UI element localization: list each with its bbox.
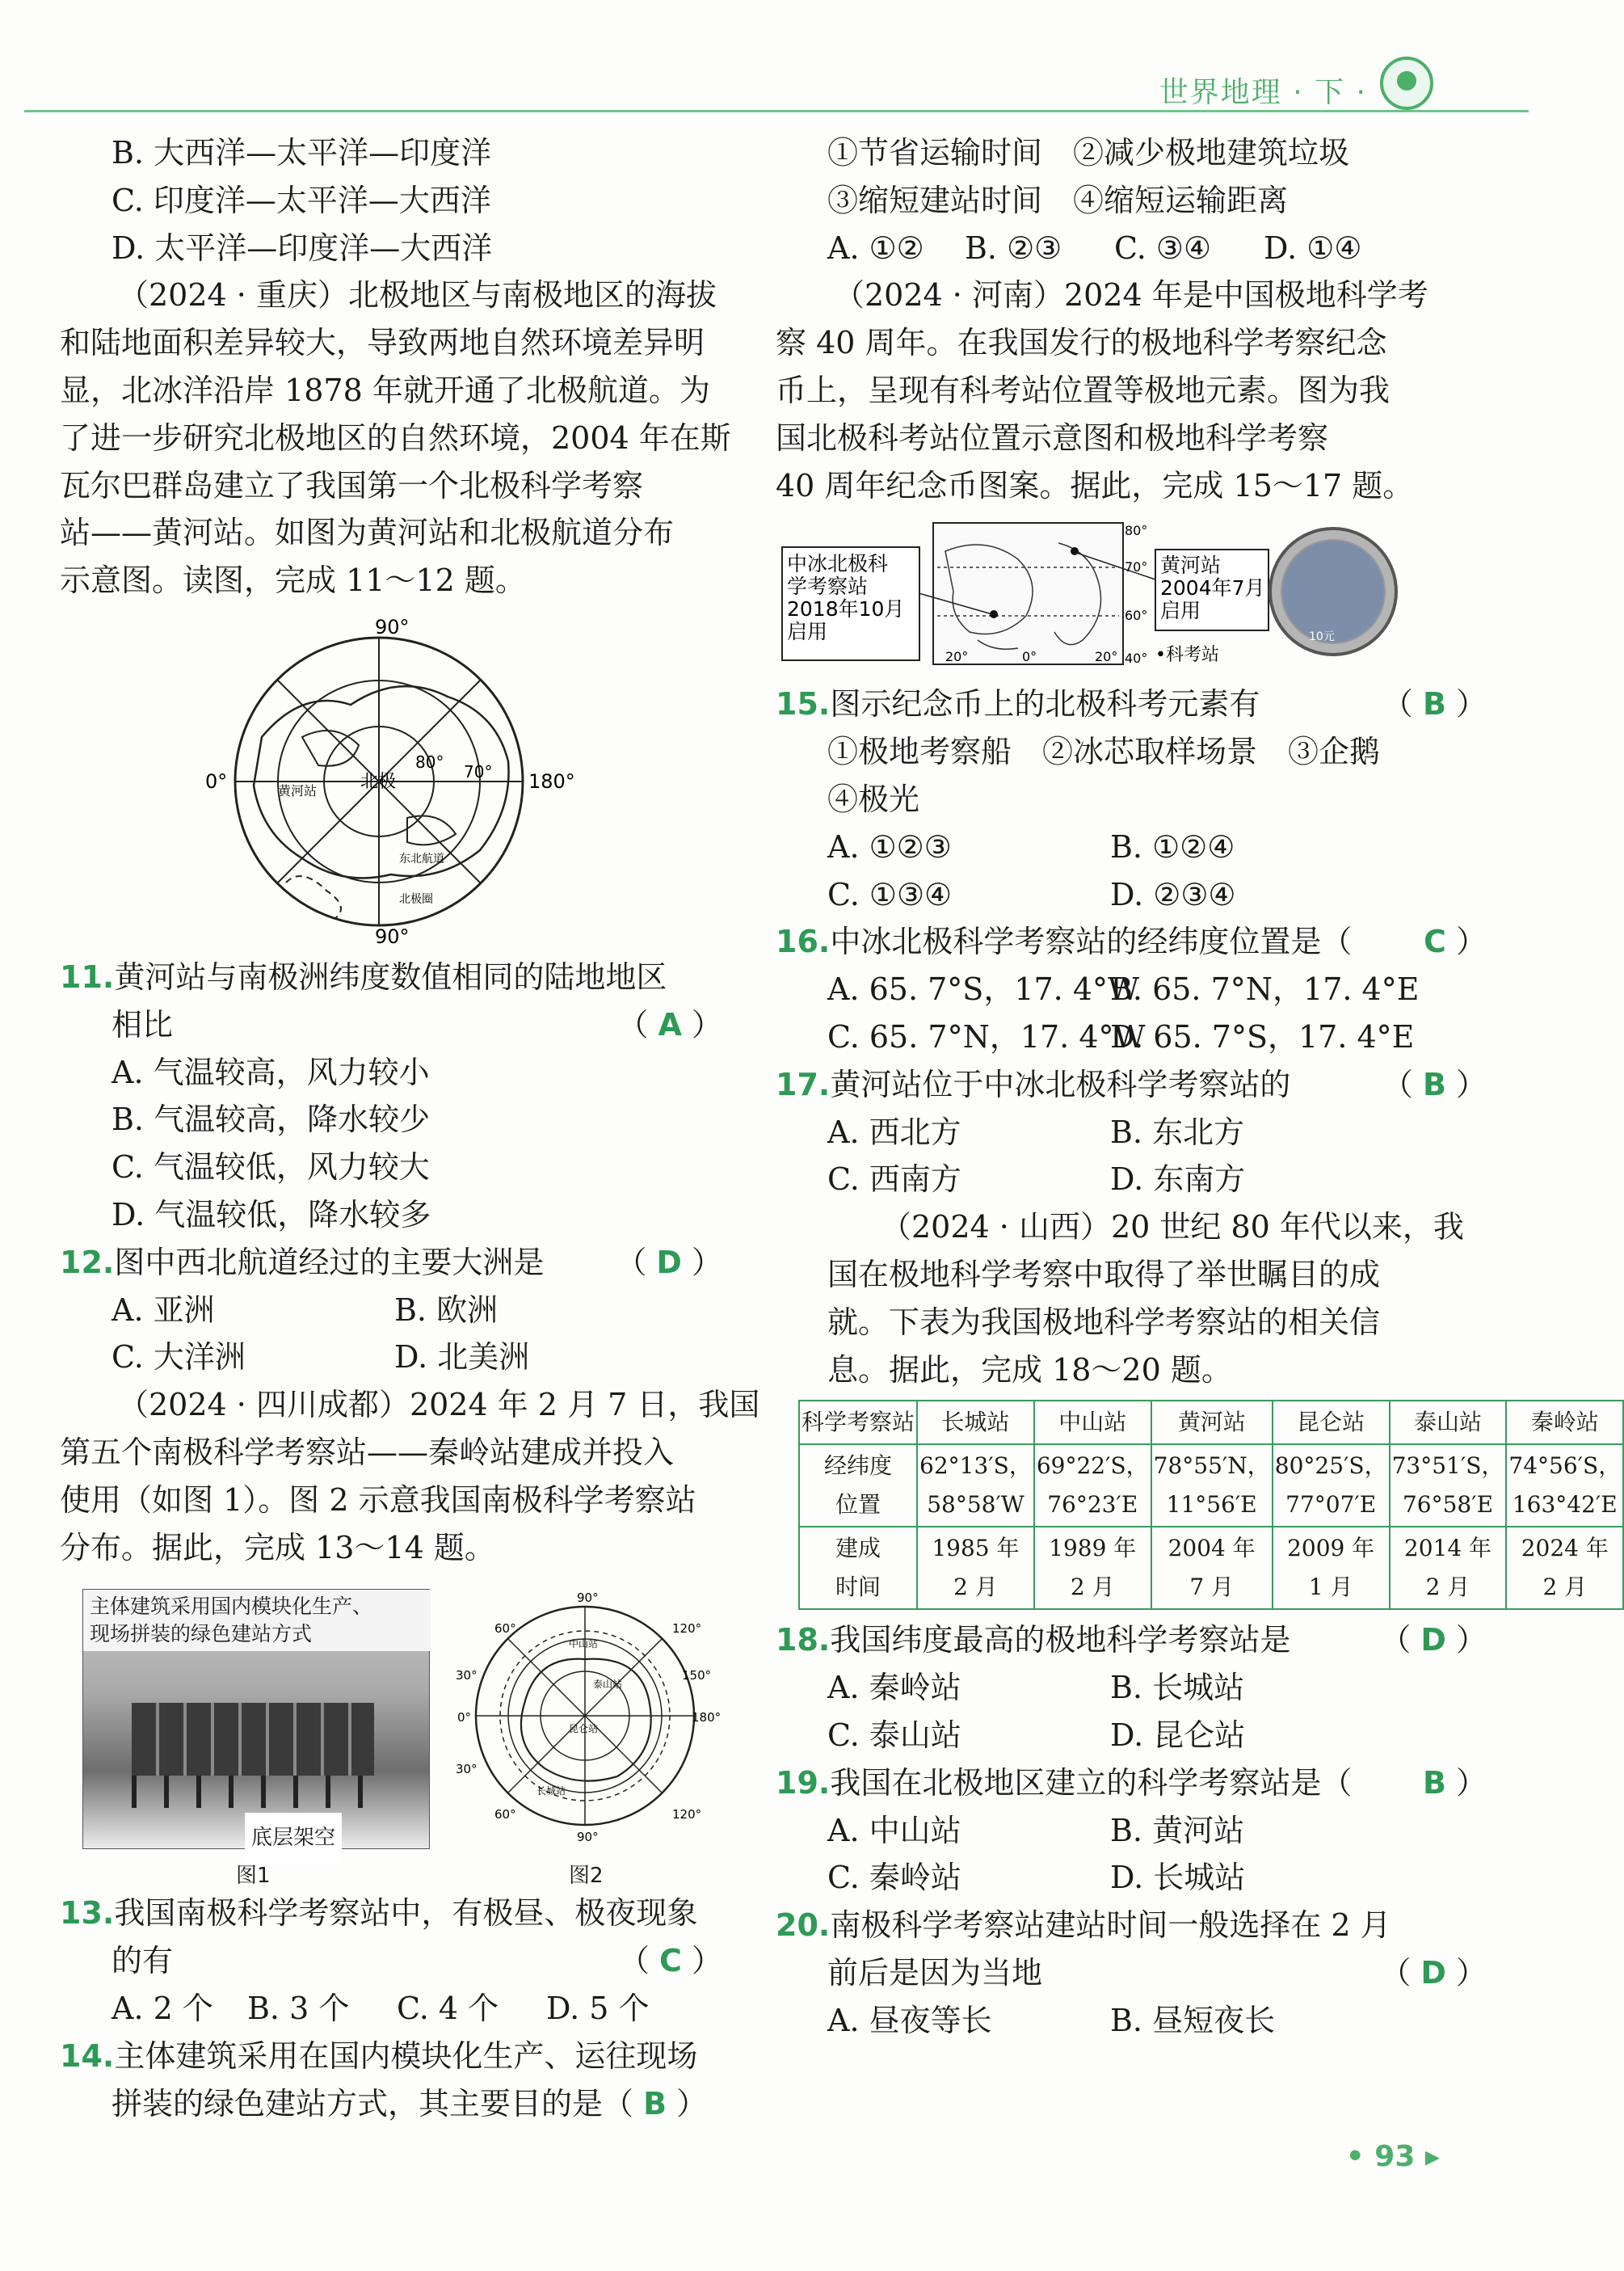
q15-number: 15. [776, 686, 831, 723]
map2-tick: 90° [577, 1830, 599, 1845]
fig2-caption: 图2 [569, 1864, 604, 1889]
intro-11-12 [60, 272, 731, 605]
table-header-cell: 长城站 [917, 1401, 1034, 1444]
q13-option: A. 2 个 [111, 1990, 213, 2026]
table-cell: 1 月 [1308, 1574, 1353, 1601]
q11-answer: A [658, 1006, 682, 1043]
table-cell: 2024 年 [1521, 1535, 1609, 1562]
intro-13-14 [60, 1381, 760, 1571]
q19-options-row [776, 1854, 1487, 1902]
q16-text: 中冰北极科学考察站的经纬度位置是（ [830, 924, 1353, 960]
box2-line: 黄河站 [1160, 554, 1222, 578]
q19-text: 我国在北极地区建立的科学考察站是（ [830, 1764, 1353, 1801]
table-cell: 80°25′S， [1274, 1452, 1387, 1480]
q10-option-c: C. 印度洋—太平洋—大西洋 [111, 182, 491, 218]
intro-line: 和陆地面积差异较大，导致两地自然环境差异明 [60, 325, 705, 361]
q14-answer: B [643, 2085, 667, 2121]
table-row [799, 1444, 1623, 1527]
intro-line: 分布。据此，完成 13～14 题。 [60, 1529, 495, 1565]
map1-route2-label: 北极圈 [399, 892, 433, 906]
table-cell: 时间 [835, 1574, 881, 1601]
q11-stem [60, 954, 722, 1001]
table-header-cell: 黄河站 [1151, 1401, 1273, 1444]
map2-tick: 20° [945, 649, 969, 665]
table-cell: 2 月 [1070, 1574, 1115, 1601]
map2-tick: 180° [692, 1710, 722, 1725]
q11-text: 黄河站与南极洲纬度数值相同的陆地地区 [114, 959, 667, 995]
table-header-cell: 泰山站 [1390, 1401, 1507, 1444]
station-photo [82, 1589, 430, 1849]
q15-stem: 15.图示纪念币上的北极科考元素有 （ B ） [776, 686, 1487, 723]
q17-option: B. 东北方 [1110, 1114, 1245, 1150]
table-cell: 1985 年 [932, 1535, 1020, 1562]
q20-stem [776, 1902, 1487, 1949]
table-row [799, 1527, 1623, 1609]
q16-options-row [776, 1013, 1487, 1061]
left-column [60, 129, 760, 2127]
q13-answer: C [659, 1943, 682, 1979]
q17-text: 黄河站位于中冰北极科学考察站的 [830, 1066, 1291, 1102]
table-cell: 76°58′E [1402, 1491, 1494, 1519]
q13-text-2: 的有 [111, 1943, 174, 1979]
photo-label: 底层架空 [245, 1813, 342, 1864]
box2-line: 2004年7月 [1160, 576, 1265, 600]
table-cell: 78°55′N， [1153, 1452, 1270, 1480]
q16-option: C. 65. 7°N，17. 4°W [827, 1018, 1146, 1055]
q15-items: ④极光 [827, 781, 920, 817]
q15-options-row [776, 824, 1487, 871]
q12-number: 12. [60, 1244, 115, 1280]
box1-line: 学考察站 [787, 575, 869, 599]
arctic-map-figure [60, 616, 722, 946]
table-cell: 2014 年 [1403, 1535, 1492, 1562]
intro-15-17 [776, 272, 1487, 509]
antarctic-figures [60, 1582, 722, 1889]
q15-option: D. ②③④ [1110, 876, 1236, 912]
fig1-caption: 图1 [236, 1864, 271, 1889]
map2-station-label: 昆仑站 [569, 1723, 599, 1735]
q13-number: 13. [60, 1895, 115, 1932]
map1-station-label: 黄河站 [278, 782, 318, 798]
intro-line: 国在极地科学考察中取得了举世瞩目的成 [827, 1256, 1381, 1292]
q16-options-row [776, 966, 1487, 1013]
q17-options-row [776, 1109, 1487, 1157]
table-row [799, 1401, 1623, 1444]
q10-option-b: B. 大西洋—太平洋—印度洋 [111, 135, 492, 171]
map2-tick: 120° [672, 1621, 702, 1637]
q18-number: 18. [776, 1622, 831, 1658]
map2-tick: 90° [577, 1591, 599, 1606]
q16-answer: C [1424, 924, 1446, 960]
map2-tick: 40° [1125, 651, 1148, 667]
arctic-map [60, 616, 722, 946]
table-cell: 1989 年 [1049, 1535, 1137, 1562]
book-logo-icon [1380, 57, 1433, 110]
table-cell: 建成 [835, 1535, 881, 1562]
q15-options-row [776, 871, 1487, 919]
map2-station-label: 中山站 [569, 1638, 599, 1650]
q16-option: A. 65. 7°S，17. 4°W [827, 971, 1140, 1008]
q15-option: C. ①③④ [827, 876, 953, 912]
q12-option: C. 大洋洲 [111, 1339, 246, 1376]
map2-legend: •科考站 [1155, 645, 1219, 666]
box1-line: 启用 [787, 620, 828, 644]
q11-option: C. 气温较低，风力较大 [111, 1149, 430, 1186]
intro-line: 了进一步研究北极地区的自然环境，2004 年在斯 [60, 419, 731, 456]
map1-lat2-label: 70° [464, 761, 493, 782]
q20-option: A. 昼夜等长 [827, 2002, 992, 2038]
q11-text-2: 相比 [111, 1006, 174, 1043]
intro-line: 息。据此，完成 18～20 题。 [827, 1351, 1232, 1388]
q13-options-row [60, 1985, 722, 2033]
q18-answer: D [1420, 1622, 1446, 1658]
map1-center-label: 北极 [360, 771, 397, 792]
table-cell: 2009 年 [1287, 1535, 1375, 1562]
map2-station-label: 泰山站 [593, 1679, 623, 1691]
q20-text: 南极科学考察站建站时间一般选择在 2 月 [830, 1907, 1391, 1944]
map1-top-label: 90° [375, 615, 410, 638]
intro-line: 察 40 周年。在我国发行的极地科学考察纪念 [776, 325, 1387, 361]
intro-18-20 [776, 1203, 1487, 1393]
map2-tick: 30° [456, 1762, 478, 1777]
q18-option: B. 长城站 [1110, 1670, 1245, 1706]
q14-stem-2: 拼装的绿色建站方式，其主要目的是（ B ） [111, 2085, 708, 2121]
q12-options-row [60, 1287, 722, 1334]
table-cell: 11°56′E [1166, 1491, 1257, 1519]
q19-option: B. 黄河站 [1110, 1812, 1245, 1848]
q19-number: 19. [776, 1764, 831, 1801]
table-header-cell: 昆仑站 [1273, 1401, 1390, 1444]
q14-text-2: 拼装的绿色建站方式，其主要目的是（ [111, 2085, 634, 2121]
q18-stem: 18.我国纬度最高的极地科学考察站是 （ D ） [776, 1622, 1487, 1658]
q17-stem: 17.黄河站位于中冰北极科学考察站的 （ B ） [776, 1066, 1487, 1102]
box1-line: 中冰北极科 [787, 552, 889, 576]
intro-line: 40 周年纪念币图案。据此，完成 15～17 题。 [776, 467, 1414, 503]
q17-option: A. 西北方 [827, 1114, 961, 1150]
page-number: • 93 ▸ [1345, 2140, 1440, 2173]
q11-option: A. 气温较高，风力较小 [111, 1054, 430, 1090]
intro-line: 币上，呈现有科考站位置等极地元素。图为我 [776, 372, 1390, 408]
table-cell: 位置 [835, 1491, 881, 1519]
map1-lat-label: 80° [415, 752, 444, 772]
antarctic-map [448, 1582, 722, 1857]
table-header-cell: 秦岭站 [1506, 1401, 1623, 1444]
intro-line: （2024 · 河南）2024 年是中国极地科学考 [834, 277, 1428, 314]
map2-tick: 60° [494, 1807, 516, 1822]
q19-option: D. 长城站 [1110, 1860, 1246, 1896]
q12-option: D. 北美洲 [394, 1339, 530, 1376]
q14-items: ①节省运输时间 ②减少极地建筑垃圾 [827, 135, 1350, 171]
q19-answer: B [1422, 1764, 1446, 1801]
stations-table [798, 1400, 1624, 1610]
q10-option-d: D. 太平洋—印度洋—大西洋 [111, 230, 493, 266]
map2-tick: 150° [682, 1668, 712, 1683]
map2-tick: 60° [494, 1621, 516, 1637]
map1-left-label: 0° [205, 769, 228, 793]
q18-option: C. 泰山站 [827, 1717, 961, 1753]
map1-bottom-label: 90° [375, 925, 410, 948]
q12-text: 图中西北航道经过的主要大洲是 [114, 1244, 545, 1280]
q17-answer: B [1422, 1066, 1446, 1102]
map2-tick: 0° [457, 1710, 472, 1725]
arctic-station-figure [776, 519, 1487, 672]
q13-option: C. 4 个 [397, 1990, 499, 2026]
table-cell: 163°42′E [1512, 1491, 1618, 1519]
table-cell: 2004 年 [1168, 1535, 1256, 1562]
q14-items: ③缩短建站时间 ④缩短运输距离 [827, 182, 1289, 218]
q12-options-row [60, 1334, 722, 1381]
intro-line: 显，北冰洋沿岸 1878 年就开通了北极航道。为 [60, 372, 710, 408]
q20-answer: D [1420, 1954, 1446, 1991]
q18-options-row [776, 1712, 1487, 1759]
table-cell: 76°23′E [1047, 1491, 1138, 1519]
table-cell: 69°22′S， [1036, 1452, 1149, 1480]
map2-station-label: 长城站 [536, 1785, 566, 1797]
q20-stem-2: 前后是因为当地 （ D ） [776, 1949, 1487, 1997]
table-cell: 2 月 [1542, 1574, 1588, 1601]
q14-option: B. ②③ [965, 230, 1062, 266]
q20-options-row [776, 1997, 1487, 2045]
q14-option: D. ①④ [1264, 230, 1362, 266]
q14-option: A. ①② [827, 230, 924, 266]
intro-line: 站——黄河站。如图为黄河站和北极航道分布 [60, 515, 675, 551]
table-header-cell: 中山站 [1034, 1401, 1151, 1444]
intro-line: 瓦尔巴群岛建立了我国第一个北极科学考察 [60, 467, 644, 503]
photo-caption-line: 主体建筑采用国内模块化生产、 [90, 1595, 373, 1619]
map2-tick: 30° [456, 1668, 478, 1683]
intro-line: （2024 · 重庆）北极地区与南极地区的海拔 [118, 277, 717, 314]
q18-options-row [776, 1664, 1487, 1712]
table-header-cell: 科学考察站 [799, 1401, 917, 1444]
q14-stem [60, 2033, 722, 2080]
q13-stem-2: 的有 （ C ） [60, 1937, 722, 1985]
q15-items: ①极地考察船 ②冰芯取样场景 ③企鹅 [827, 734, 1381, 770]
q11-option: B. 气温较高，降水较少 [111, 1102, 431, 1138]
q19-option: C. 秦岭站 [827, 1860, 961, 1896]
q11-number: 11. [60, 959, 115, 995]
q15-option: B. ①②④ [1110, 828, 1235, 865]
q20-number: 20. [776, 1907, 831, 1944]
q18-option: A. 秦岭站 [827, 1670, 961, 1706]
table-cell: 经纬度 [824, 1452, 893, 1480]
map2-tick: 20° [1095, 649, 1118, 665]
q12-option: B. 欧洲 [394, 1291, 499, 1328]
q14-option: C. ③④ [1114, 230, 1212, 266]
intro-line: 第五个南极科学考察站——秦岭站建成并投入 [60, 1434, 675, 1470]
q15-text: 图示纪念币上的北极科考元素有 [830, 686, 1260, 723]
intro-line: 使用（如图 1）。图 2 示意我国南极科学考察站 [60, 1481, 696, 1518]
q13-option: D. 5 个 [546, 1990, 650, 2026]
q17-option: D. 东南方 [1110, 1161, 1246, 1198]
q19-options-row [776, 1807, 1487, 1855]
q12-answer: D [656, 1244, 682, 1280]
table-cell: 2 月 [953, 1574, 998, 1601]
q15-option: A. ①②③ [827, 828, 952, 865]
q19-option: A. 中山站 [827, 1812, 961, 1848]
table-cell: 74°56′S， [1508, 1452, 1622, 1480]
q18-option: D. 昆仑站 [1110, 1717, 1246, 1753]
table-cell: 77°07′E [1285, 1491, 1377, 1519]
map2-tick: 0° [1022, 649, 1037, 665]
q19-stem: 19.我国在北极地区建立的科学考察站是（ B ） [776, 1764, 1487, 1801]
intro-line: 国北极科考站位置示意图和极地科学考察 [776, 419, 1329, 456]
q17-option: C. 西南方 [827, 1161, 961, 1198]
q12-stem: 12.图中西北航道经过的主要大洲是 （ D ） [60, 1244, 722, 1280]
right-column [776, 129, 1622, 2045]
map1-right-label: 180° [528, 769, 575, 793]
box1-line: 2018年10月 [787, 597, 905, 621]
map2-tick: 70° [1125, 559, 1148, 575]
q14-number: 14. [60, 2037, 115, 2074]
q18-text: 我国纬度最高的极地科学考察站是 [830, 1622, 1291, 1658]
q14-text: 主体建筑采用在国内模块化生产、运往现场 [114, 2037, 698, 2074]
intro-line: （2024 · 山西）20 世纪 80 年代以来，我 [881, 1209, 1464, 1245]
q20-text-2: 前后是因为当地 [827, 1954, 1043, 1991]
q15-answer: B [1422, 686, 1446, 723]
q13-option: B. 3 个 [247, 1990, 350, 2026]
q16-option: D. 65. 7°S，17. 4°E [1110, 1018, 1415, 1055]
q13-stem [60, 1890, 722, 1937]
header-title: 世界地理 · 下 · [1159, 76, 1367, 109]
q13-text: 我国南极科学考察站中，有极昼、极夜现象 [114, 1895, 698, 1932]
table-cell: 7 月 [1189, 1574, 1235, 1601]
q12-option: A. 亚洲 [111, 1291, 215, 1328]
arctic-station-map [776, 519, 1487, 672]
q17-options-row [776, 1156, 1487, 1203]
photo-caption-line: 现场拼装的绿色建站方式 [90, 1622, 313, 1646]
box2-line: 启用 [1160, 599, 1201, 623]
q20-option: B. 昼短夜长 [1110, 2002, 1276, 2038]
table-cell: 2 月 [1425, 1574, 1470, 1601]
table-cell: 62°13′S， [919, 1452, 1032, 1480]
q11-stem-2: 相比 （ A ） [60, 1001, 722, 1049]
q11-option: D. 气温较低，降水较多 [111, 1196, 431, 1232]
intro-line: 就。下表为我国极地科学考察站的相关信 [827, 1304, 1381, 1340]
intro-line: 示意图。读图，完成 11～12 题。 [60, 562, 526, 599]
table-cell: 73°51′S， [1391, 1452, 1504, 1480]
map2-tick: 60° [1125, 608, 1148, 624]
intro-line: （2024 · 四川成都）2024 年 2 月 7 日，我国 [118, 1387, 760, 1423]
q16-number: 16. [776, 924, 831, 960]
table-cell: 58°58′W [927, 1491, 1024, 1519]
q17-number: 17. [776, 1066, 831, 1102]
map2-tick: 120° [672, 1807, 702, 1822]
map2-tick: 80° [1125, 523, 1148, 539]
q14-options-row [776, 225, 1487, 272]
coin-denomination: 10元 [1309, 630, 1335, 644]
map1-route1-label: 东北航道 [399, 852, 444, 866]
q16-option: B. 65. 7°N，17. 4°E [1110, 971, 1420, 1008]
q16-stem: 16.中冰北极科学考察站的经纬度位置是（ C ） [776, 924, 1487, 960]
